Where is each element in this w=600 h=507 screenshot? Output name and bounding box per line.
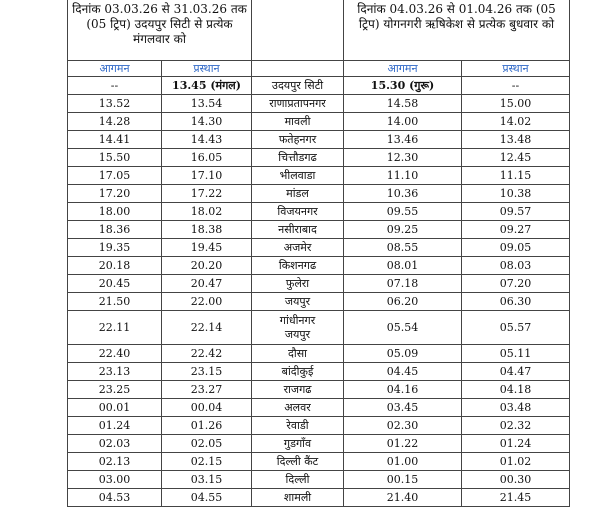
station-name-line: फतेहनगर xyxy=(278,132,317,146)
departure-time-return: 13.48 xyxy=(462,131,570,149)
departure-time-outbound: 02.15 xyxy=(162,453,252,471)
table-row xyxy=(68,239,570,257)
arrival-time-outbound: 13.52 xyxy=(68,95,162,113)
station-name xyxy=(252,435,344,453)
departure-time-outbound: 17.10 xyxy=(162,167,252,185)
station-name-line: दिल्ली xyxy=(285,472,310,486)
right-header: दिनांक 04.03.26 से 01.04.26 तक (05 ट्रिप) योगनगरी ऋषिकेश से प्रत्येक बुधवार को xyxy=(344,0,570,61)
departure-time-outbound: 01.26 xyxy=(162,417,252,435)
station-name xyxy=(252,293,344,311)
arrival-time-outbound: 23.25 xyxy=(68,381,162,399)
station-name-line: फुलेरा xyxy=(285,276,310,290)
arrival-time-return: 03.45 xyxy=(344,399,462,417)
station-name-line: जयपुर xyxy=(284,327,311,341)
table-row xyxy=(68,113,570,131)
station-name xyxy=(252,221,344,239)
arrival-time-return: 11.10 xyxy=(344,167,462,185)
departure-time-return: 11.15 xyxy=(462,167,570,185)
arrival-time-outbound: 02.03 xyxy=(68,435,162,453)
arrival-time-outbound: 20.18 xyxy=(68,257,162,275)
subheader-row xyxy=(68,61,570,77)
station-name xyxy=(252,311,344,345)
departure-time-return: 03.48 xyxy=(462,399,570,417)
station-name-line: किशनगढ xyxy=(278,258,317,272)
arrival-time-outbound: 18.36 xyxy=(68,221,162,239)
table-row xyxy=(68,131,570,149)
arrival-time-return: 10.36 xyxy=(344,185,462,203)
station-name-line: नसीराबाद xyxy=(278,222,317,236)
departure-time-outbound: 22.00 xyxy=(162,293,252,311)
station-name xyxy=(252,417,344,435)
station-name-line: मांडल xyxy=(286,186,309,200)
departure-time-outbound: 23.15 xyxy=(162,363,252,381)
departure-time-outbound: 23.27 xyxy=(162,381,252,399)
departure-time-return: 08.03 xyxy=(462,257,570,275)
table-row xyxy=(68,471,570,489)
station-name xyxy=(252,489,344,507)
table-row xyxy=(68,257,570,275)
arrival-label-left: आगमन xyxy=(68,61,162,77)
station-name-line: शामली xyxy=(283,490,312,504)
arrival-time-return: 09.25 xyxy=(344,221,462,239)
station-name xyxy=(252,453,344,471)
departure-time-return: 05.57 xyxy=(462,311,570,345)
departure-time-return: 15.00 xyxy=(462,95,570,113)
station-name xyxy=(252,131,344,149)
station-name xyxy=(252,363,344,381)
arrival-time-outbound: 18.00 xyxy=(68,203,162,221)
departure-time-return: 04.47 xyxy=(462,363,570,381)
departure-time-return: 04.18 xyxy=(462,381,570,399)
arrival-time-return: 06.20 xyxy=(344,293,462,311)
arrival-time-outbound: 15.50 xyxy=(68,149,162,167)
station-name-line: चित्तौडगढ xyxy=(278,150,317,164)
departure-time-return: 09.05 xyxy=(462,239,570,257)
departure-label-right: प्रस्थान xyxy=(462,61,570,77)
table-row xyxy=(68,77,570,95)
arrival-time-outbound: 20.45 xyxy=(68,275,162,293)
departure-time-return: -- xyxy=(462,77,570,95)
departure-time-return: 05.11 xyxy=(462,345,570,363)
arrival-time-outbound: -- xyxy=(68,77,162,95)
departure-time-return: 06.30 xyxy=(462,293,570,311)
station-name-line: राजगढ xyxy=(283,382,312,396)
station-name-line: विजयनगर xyxy=(277,204,318,218)
arrival-time-return: 07.18 xyxy=(344,275,462,293)
station-name-line: दौसा xyxy=(288,346,307,360)
arrival-time-return: 15.30 (गुरू) xyxy=(344,77,462,95)
departure-time-outbound: 04.55 xyxy=(162,489,252,507)
timetable xyxy=(67,0,570,507)
station-name-line: दिल्ली कैंट xyxy=(276,454,319,468)
station-name xyxy=(252,149,344,167)
arrival-time-return: 14.00 xyxy=(344,113,462,131)
arrival-time-return: 04.16 xyxy=(344,381,462,399)
arrival-time-return: 04.45 xyxy=(344,363,462,381)
left-header: दिनांक 03.03.26 से 31.03.26 तक (05 ट्रिप) उदयपुर सिटी से प्रत्येक मंगलवार को xyxy=(68,0,252,61)
arrival-time-outbound: 22.11 xyxy=(68,311,162,345)
departure-time-outbound: 13.45 (मंगल) xyxy=(162,77,252,95)
departure-time-outbound: 00.04 xyxy=(162,399,252,417)
station-name xyxy=(252,239,344,257)
station-name-line: उदयपुर सिटी xyxy=(271,78,324,92)
arrival-time-return: 08.01 xyxy=(344,257,462,275)
departure-time-outbound: 22.14 xyxy=(162,311,252,345)
station-name-line: बांदीकुई xyxy=(281,364,314,378)
departure-time-return: 01.24 xyxy=(462,435,570,453)
station-name-line: रेवाडी xyxy=(286,418,309,432)
arrival-time-outbound: 23.13 xyxy=(68,363,162,381)
arrival-time-outbound: 04.53 xyxy=(68,489,162,507)
departure-time-return: 00.30 xyxy=(462,471,570,489)
departure-label-left: प्रस्थान xyxy=(162,61,252,77)
station-name xyxy=(252,471,344,489)
departure-time-outbound: 18.38 xyxy=(162,221,252,239)
station-name-line: मावली xyxy=(284,114,311,128)
station-name-line: गुडगाँव xyxy=(283,436,312,450)
departure-time-outbound: 19.45 xyxy=(162,239,252,257)
arrival-time-outbound: 00.01 xyxy=(68,399,162,417)
arrival-time-outbound: 19.35 xyxy=(68,239,162,257)
table-row xyxy=(68,489,570,507)
departure-time-return: 10.38 xyxy=(462,185,570,203)
arrival-time-return: 21.40 xyxy=(344,489,462,507)
table-row xyxy=(68,203,570,221)
departure-time-outbound: 14.30 xyxy=(162,113,252,131)
arrival-time-outbound: 02.13 xyxy=(68,453,162,471)
station-name-line: राणाप्रतापनगर xyxy=(269,96,326,110)
departure-time-outbound: 17.22 xyxy=(162,185,252,203)
table-row xyxy=(68,417,570,435)
arrival-time-return: 08.55 xyxy=(344,239,462,257)
station-name-line: जयपुर xyxy=(284,294,311,308)
departure-time-outbound: 02.05 xyxy=(162,435,252,453)
subheader-spacer xyxy=(252,61,344,77)
table-row xyxy=(68,149,570,167)
departure-time-return: 21.45 xyxy=(462,489,570,507)
table-row xyxy=(68,185,570,203)
station-name xyxy=(252,275,344,293)
arrival-time-return: 01.22 xyxy=(344,435,462,453)
arrival-time-outbound: 03.00 xyxy=(68,471,162,489)
station-name xyxy=(252,399,344,417)
departure-time-outbound: 20.47 xyxy=(162,275,252,293)
departure-time-outbound: 20.20 xyxy=(162,257,252,275)
arrival-time-outbound: 14.41 xyxy=(68,131,162,149)
arrival-time-outbound: 01.24 xyxy=(68,417,162,435)
station-name xyxy=(252,95,344,113)
arrival-time-outbound: 14.28 xyxy=(68,113,162,131)
arrival-time-return: 02.30 xyxy=(344,417,462,435)
arrival-time-return: 01.00 xyxy=(344,453,462,471)
departure-time-outbound: 18.02 xyxy=(162,203,252,221)
departure-time-return: 09.57 xyxy=(462,203,570,221)
table-row xyxy=(68,399,570,417)
departure-time-return: 09.27 xyxy=(462,221,570,239)
table-row xyxy=(68,95,570,113)
arrival-time-return: 05.09 xyxy=(344,345,462,363)
station-name xyxy=(252,167,344,185)
departure-time-return: 02.32 xyxy=(462,417,570,435)
arrival-time-return: 12.30 xyxy=(344,149,462,167)
table-row xyxy=(68,453,570,471)
departure-time-return: 12.45 xyxy=(462,149,570,167)
header-row xyxy=(68,0,570,61)
station-name xyxy=(252,381,344,399)
station-name xyxy=(252,257,344,275)
departure-time-return: 01.02 xyxy=(462,453,570,471)
station-name xyxy=(252,185,344,203)
table-row xyxy=(68,345,570,363)
station-name-line: भीलवाडा xyxy=(279,168,316,182)
departure-time-return: 07.20 xyxy=(462,275,570,293)
arrival-time-return: 09.55 xyxy=(344,203,462,221)
arrival-time-return: 13.46 xyxy=(344,131,462,149)
arrival-time-return: 14.58 xyxy=(344,95,462,113)
arrival-time-return: 00.15 xyxy=(344,471,462,489)
departure-time-outbound: 13.54 xyxy=(162,95,252,113)
station-name-line: अलवर xyxy=(284,400,311,414)
table-row xyxy=(68,363,570,381)
departure-time-outbound: 16.05 xyxy=(162,149,252,167)
station-name-line: अजमेर xyxy=(283,240,312,254)
table-row xyxy=(68,381,570,399)
arrival-time-outbound: 22.40 xyxy=(68,345,162,363)
station-name xyxy=(252,345,344,363)
arrival-time-return: 05.54 xyxy=(344,311,462,345)
header-spacer xyxy=(252,0,344,61)
table-row xyxy=(68,435,570,453)
departure-time-outbound: 14.43 xyxy=(162,131,252,149)
departure-time-return: 14.02 xyxy=(462,113,570,131)
station-name xyxy=(252,113,344,131)
station-name-line: गांधीनगर xyxy=(279,313,316,327)
station-name xyxy=(252,203,344,221)
table-row xyxy=(68,311,570,345)
arrival-time-outbound: 17.05 xyxy=(68,167,162,185)
table-row xyxy=(68,221,570,239)
table-row xyxy=(68,167,570,185)
departure-time-outbound: 03.15 xyxy=(162,471,252,489)
arrival-label-right: आगमन xyxy=(344,61,462,77)
table-row xyxy=(68,275,570,293)
departure-time-outbound: 22.42 xyxy=(162,345,252,363)
table-row xyxy=(68,293,570,311)
arrival-time-outbound: 21.50 xyxy=(68,293,162,311)
arrival-time-outbound: 17.20 xyxy=(68,185,162,203)
station-name xyxy=(252,77,344,95)
